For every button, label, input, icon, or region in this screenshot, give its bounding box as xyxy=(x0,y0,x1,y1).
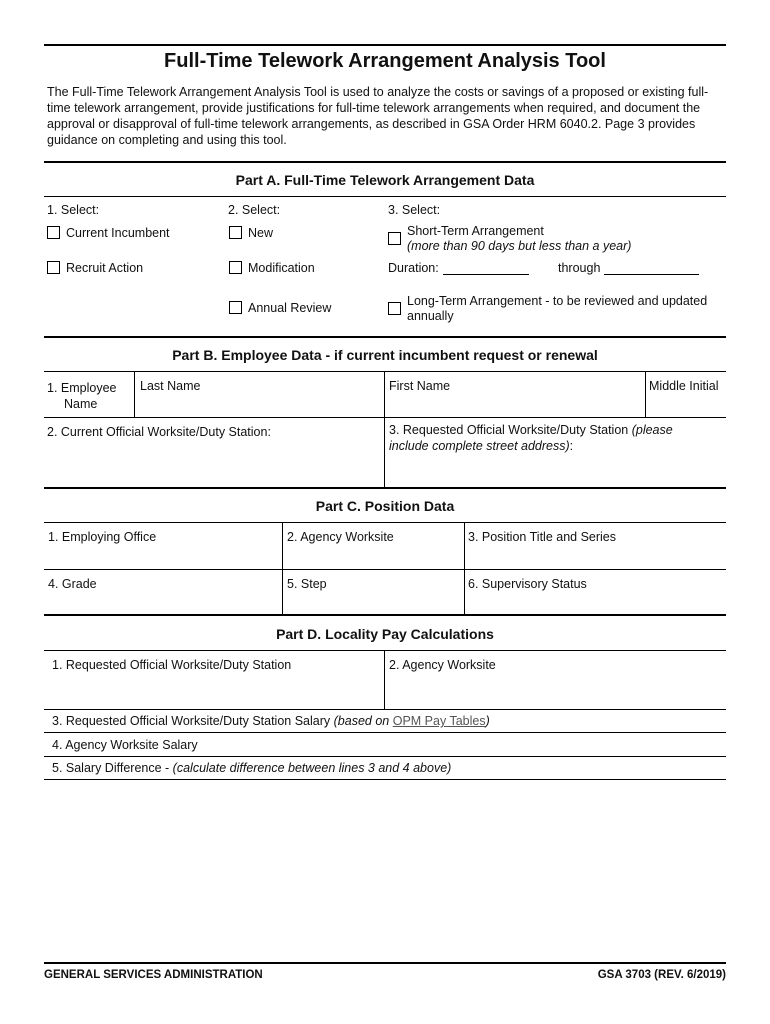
duration-start-field[interactable] xyxy=(443,274,529,275)
part-a-select-3-label: 3. Select: xyxy=(388,203,441,217)
grade-label: 4. Grade xyxy=(48,577,97,591)
current-worksite-label: 2. Current Official Worksite/Duty Station: xyxy=(47,425,271,439)
short-term-note: (more than 90 days but less than a year) xyxy=(407,239,632,253)
duration-end-field[interactable] xyxy=(604,274,699,275)
agency-worksite-label: 2. Agency Worksite xyxy=(287,530,394,544)
footer-form-number: GSA 3703 (REV. 6/2019) xyxy=(597,969,726,981)
modification-checkbox[interactable] xyxy=(229,261,242,274)
part-d-title: Part D. Locality Pay Calculations xyxy=(276,626,494,642)
last-name-label: Last Name xyxy=(140,379,201,393)
part-c-top-rule xyxy=(44,487,726,489)
part-d-row-rule xyxy=(44,732,726,733)
part-c-row-rule xyxy=(44,569,726,570)
new-label: New xyxy=(248,226,274,240)
part-a-header-rule xyxy=(44,196,726,197)
part-a-title: Part A. Full-Time Telework Arrangement Data xyxy=(235,172,535,188)
agency-salary-label: 4. Agency Worksite Salary xyxy=(52,738,198,752)
recruit-action-label: Recruit Action xyxy=(66,261,144,275)
modification-label: Modification xyxy=(248,261,315,275)
divider xyxy=(384,371,385,487)
intro-paragraph: The Full-Time Telework Arrangement Analysis Tool is used to analyze the costs or savings of a proposed or existing full-time telework arrangement, provide justifications for full-time telework arrangements when required, and document the approval or disapproval of full-time telework arrangements, as described in GSA Order HRM 6040.2. Page 3 provides guidance on completing and using this tool. xyxy=(47,85,709,147)
annual-review-checkbox[interactable] xyxy=(229,301,242,314)
part-b-row-rule xyxy=(44,417,726,418)
employee-name-label: 1. Employee xyxy=(47,381,117,395)
footer-rule xyxy=(44,962,726,964)
opm-pay-tables-link[interactable]: OPM Pay Tables xyxy=(392,714,486,728)
part-d-header-rule xyxy=(44,650,726,651)
new-checkbox[interactable] xyxy=(229,226,242,239)
requested-worksite-label-cont: include complete street address): xyxy=(389,439,574,453)
current-incumbent-checkbox[interactable] xyxy=(47,226,60,239)
part-a-select-1-label: 1. Select: xyxy=(47,203,100,217)
short-term-label: Short-Term Arrangement xyxy=(407,224,544,238)
footer-agency: GENERAL SERVICES ADMINISTRATION xyxy=(44,969,263,981)
divider xyxy=(464,522,465,614)
divider xyxy=(134,371,135,418)
salary-difference-label: 5. Salary Difference - (calculate difference between lines 3 and 4 above) xyxy=(52,761,452,775)
recruit-action-checkbox[interactable] xyxy=(47,261,60,274)
part-c-title: Part C. Position Data xyxy=(315,498,455,514)
current-incumbent-label: Current Incumbent xyxy=(66,226,170,240)
short-term-checkbox[interactable] xyxy=(388,232,401,245)
long-term-label-cont: annually xyxy=(407,309,454,323)
divider xyxy=(282,522,283,614)
step-label: 5. Step xyxy=(287,577,327,591)
requested-worksite-d-label: 1. Requested Official Worksite/Duty Station xyxy=(52,658,292,672)
agency-worksite-d-label: 2. Agency Worksite xyxy=(389,658,496,672)
requested-worksite-label: 3. Requested Official Worksite/Duty Station (please xyxy=(389,423,673,437)
position-title-label: 3. Position Title and Series xyxy=(468,530,616,544)
first-name-label: First Name xyxy=(389,379,451,393)
duration-label: Duration: xyxy=(388,261,439,275)
supervisory-status-label: 6. Supervisory Status xyxy=(468,577,587,591)
part-d-top-rule xyxy=(44,614,726,616)
divider xyxy=(384,650,385,709)
top-rule xyxy=(44,44,726,46)
part-d-row-rule xyxy=(44,756,726,757)
employee-name-label-cont: Name xyxy=(64,397,98,411)
annual-review-label: Annual Review xyxy=(248,301,332,315)
part-d-row-rule xyxy=(44,709,726,710)
long-term-label: Long-Term Arrangement - to be reviewed and updated xyxy=(407,294,708,308)
part-d-bottom-rule xyxy=(44,779,726,780)
through-label: through xyxy=(558,261,601,275)
middle-initial-label: Middle Initial xyxy=(649,379,719,393)
part-c-header-rule xyxy=(44,522,726,523)
part-b-header-rule xyxy=(44,371,726,372)
long-term-checkbox[interactable] xyxy=(388,302,401,315)
part-b-top-rule xyxy=(44,336,726,338)
part-b-title: Part B. Employee Data - if current incumbent request or renewal xyxy=(172,347,598,363)
employing-office-label: 1. Employing Office xyxy=(48,530,157,544)
part-a-select-2-label: 2. Select: xyxy=(228,203,281,217)
requested-salary-label: 3. Requested Official Worksite/Duty Station Salary (based on OPM Pay Tables) xyxy=(52,714,490,728)
part-a-top-rule xyxy=(44,161,726,163)
form-title: Full-Time Telework Arrangement Analysis Tool xyxy=(164,50,606,72)
divider xyxy=(645,371,646,418)
